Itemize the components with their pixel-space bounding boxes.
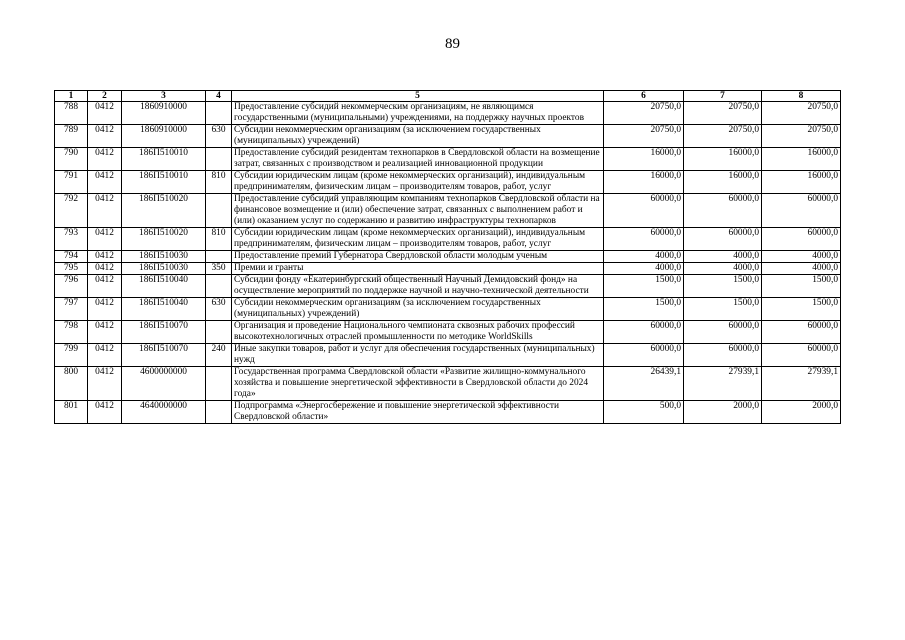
row-description: Премии и гранты <box>232 263 604 275</box>
table-row <box>55 125 841 148</box>
section-code: 0412 <box>88 401 122 424</box>
expense-type-code <box>206 275 232 298</box>
target-article-code: 4640000000 <box>122 401 206 424</box>
target-article-code: 186П510040 <box>122 275 206 298</box>
column-header-4: 4 <box>206 91 232 102</box>
target-article-code: 186П510020 <box>122 228 206 251</box>
column-header-2: 2 <box>88 91 122 102</box>
amount-col-8: 4000,0 <box>762 251 841 263</box>
row-description: Субсидии некоммерческим организациям (за исключением государственных (муниципальных) учреждений) <box>232 298 604 321</box>
row-number: 799 <box>55 344 88 367</box>
page-number: 89 <box>445 36 460 52</box>
amount-col-7: 60000,0 <box>684 344 762 367</box>
section-code: 0412 <box>88 171 122 194</box>
expense-type-code <box>206 194 232 228</box>
amount-col-6: 60000,0 <box>604 344 684 367</box>
column-header-1: 1 <box>55 91 88 102</box>
section-code: 0412 <box>88 251 122 263</box>
amount-col-6: 4000,0 <box>604 263 684 275</box>
amount-col-6: 60000,0 <box>604 228 684 251</box>
target-article-code: 186П510030 <box>122 251 206 263</box>
table-row <box>55 194 841 228</box>
amount-col-8: 27939,1 <box>762 367 841 401</box>
amount-col-7: 60000,0 <box>684 321 762 344</box>
expense-type-code: 630 <box>206 298 232 321</box>
row-number: 794 <box>55 251 88 263</box>
amount-col-6: 16000,0 <box>604 148 684 171</box>
amount-col-6: 1500,0 <box>604 275 684 298</box>
section-code: 0412 <box>88 275 122 298</box>
row-description: Субсидии некоммерческим организациям (за исключением государственных (муниципальных) учреждений) <box>232 125 604 148</box>
amount-col-8: 60000,0 <box>762 228 841 251</box>
table-row <box>55 344 841 367</box>
table-row <box>55 298 841 321</box>
amount-col-6: 20750,0 <box>604 102 684 125</box>
target-article-code: 186П510040 <box>122 298 206 321</box>
table-header-row <box>55 91 841 102</box>
row-number: 800 <box>55 367 88 401</box>
target-article-code: 186П510020 <box>122 194 206 228</box>
row-number: 795 <box>55 263 88 275</box>
table-row <box>55 367 841 401</box>
row-number: 788 <box>55 102 88 125</box>
amount-col-8: 16000,0 <box>762 171 841 194</box>
amount-col-7: 20750,0 <box>684 102 762 125</box>
amount-col-6: 60000,0 <box>604 194 684 228</box>
expense-type-code: 240 <box>206 344 232 367</box>
column-header-3: 3 <box>122 91 206 102</box>
amount-col-8: 60000,0 <box>762 321 841 344</box>
target-article-code: 186П510010 <box>122 171 206 194</box>
row-number: 798 <box>55 321 88 344</box>
column-header-8: 8 <box>762 91 841 102</box>
table-row <box>55 102 841 125</box>
row-description: Предоставление премий Губернатора Свердловской области молодым ученым <box>232 251 604 263</box>
section-code: 0412 <box>88 344 122 367</box>
table-row <box>55 148 841 171</box>
target-article-code: 1860910000 <box>122 102 206 125</box>
amount-col-6: 1500,0 <box>604 298 684 321</box>
target-article-code: 186П510070 <box>122 321 206 344</box>
expense-type-code: 350 <box>206 263 232 275</box>
expense-type-code <box>206 321 232 344</box>
row-description: Предоставление субсидий некоммерческим организациям, не являющимся государственными (муниципальными) учреждениями, на поддержку научных проектов <box>232 102 604 125</box>
table-row <box>55 171 841 194</box>
section-code: 0412 <box>88 321 122 344</box>
section-code: 0412 <box>88 367 122 401</box>
table-row <box>55 321 841 344</box>
table-row <box>55 228 841 251</box>
amount-col-7: 60000,0 <box>684 194 762 228</box>
section-code: 0412 <box>88 148 122 171</box>
row-description: Подпрограмма «Энергосбережение и повышение энергетической эффективности Свердловской области» <box>232 401 604 424</box>
row-description: Государственная программа Свердловской области «Развитие жилищно-коммунального хозяйства и повышение энергетической эффективности в Свердловской области до 2024 года» <box>232 367 604 401</box>
row-description: Организация и проведение Национального чемпионата сквозных рабочих профессий высокотехнологичных отраслей промышленности по методике WorldSkills <box>232 321 604 344</box>
budget-table <box>54 90 841 424</box>
row-description: Субсидии юридическим лицам (кроме некоммерческих организаций), индивидуальным предпринимателям, физическим лицам – производителям товаров, работ, услуг <box>232 171 604 194</box>
amount-col-8: 20750,0 <box>762 102 841 125</box>
amount-col-8: 60000,0 <box>762 194 841 228</box>
expense-type-code <box>206 367 232 401</box>
amount-col-7: 16000,0 <box>684 171 762 194</box>
table-row <box>55 401 841 424</box>
amount-col-6: 60000,0 <box>604 321 684 344</box>
amount-col-7: 2000,0 <box>684 401 762 424</box>
amount-col-7: 20750,0 <box>684 125 762 148</box>
amount-col-6: 26439,1 <box>604 367 684 401</box>
row-description: Предоставление субсидий управляющим компаниям технопарков Свердловской области на финансовое возмещение и (или) обеспечение затрат, связанных с выполнением работ и (или) оказанием услуг по содержанию и развитию инфраструктуры технопарков <box>232 194 604 228</box>
row-number: 789 <box>55 125 88 148</box>
column-header-6: 6 <box>604 91 684 102</box>
target-article-code: 1860910000 <box>122 125 206 148</box>
amount-col-8: 16000,0 <box>762 148 841 171</box>
expense-type-code: 810 <box>206 171 232 194</box>
section-code: 0412 <box>88 125 122 148</box>
expense-type-code: 630 <box>206 125 232 148</box>
amount-col-8: 60000,0 <box>762 344 841 367</box>
row-number: 797 <box>55 298 88 321</box>
amount-col-7: 4000,0 <box>684 251 762 263</box>
amount-col-8: 4000,0 <box>762 263 841 275</box>
row-number: 792 <box>55 194 88 228</box>
amount-col-6: 500,0 <box>604 401 684 424</box>
target-article-code: 186П510010 <box>122 148 206 171</box>
row-description: Субсидии юридическим лицам (кроме некоммерческих организаций), индивидуальным предпринимателям, физическим лицам – производителям товаров, работ, услуг <box>232 228 604 251</box>
amount-col-7: 16000,0 <box>684 148 762 171</box>
amount-col-6: 20750,0 <box>604 125 684 148</box>
row-number: 793 <box>55 228 88 251</box>
amount-col-8: 2000,0 <box>762 401 841 424</box>
row-number: 796 <box>55 275 88 298</box>
expense-type-code <box>206 401 232 424</box>
column-header-7: 7 <box>684 91 762 102</box>
expense-type-code <box>206 148 232 171</box>
row-description: Иные закупки товаров, работ и услуг для обеспечения государственных (муниципальных) нужд <box>232 344 604 367</box>
amount-col-8: 20750,0 <box>762 125 841 148</box>
expense-type-code <box>206 251 232 263</box>
amount-col-7: 60000,0 <box>684 228 762 251</box>
target-article-code: 186П510070 <box>122 344 206 367</box>
table-row <box>55 251 841 263</box>
row-description: Предоставление субсидий резидентам технопарков в Свердловской области на возмещение затрат, связанных с производством и реализацией инновационной продукции <box>232 148 604 171</box>
section-code: 0412 <box>88 298 122 321</box>
table-row <box>55 263 841 275</box>
row-description: Субсидии фонду «Екатеринбургский общественный Научный Демидовский фонд» на осуществление мероприятий по поддержке научной и научно-технической деятельности <box>232 275 604 298</box>
target-article-code: 4600000000 <box>122 367 206 401</box>
section-code: 0412 <box>88 194 122 228</box>
amount-col-6: 4000,0 <box>604 251 684 263</box>
row-number: 801 <box>55 401 88 424</box>
expense-type-code <box>206 102 232 125</box>
section-code: 0412 <box>88 263 122 275</box>
target-article-code: 186П510030 <box>122 263 206 275</box>
row-number: 790 <box>55 148 88 171</box>
column-header-5: 5 <box>232 91 604 102</box>
amount-col-8: 1500,0 <box>762 298 841 321</box>
amount-col-7: 1500,0 <box>684 275 762 298</box>
amount-col-7: 4000,0 <box>684 263 762 275</box>
amount-col-6: 16000,0 <box>604 171 684 194</box>
section-code: 0412 <box>88 102 122 125</box>
table-row <box>55 275 841 298</box>
section-code: 0412 <box>88 228 122 251</box>
row-number: 791 <box>55 171 88 194</box>
amount-col-8: 1500,0 <box>762 275 841 298</box>
amount-col-7: 1500,0 <box>684 298 762 321</box>
expense-type-code: 810 <box>206 228 232 251</box>
amount-col-7: 27939,1 <box>684 367 762 401</box>
